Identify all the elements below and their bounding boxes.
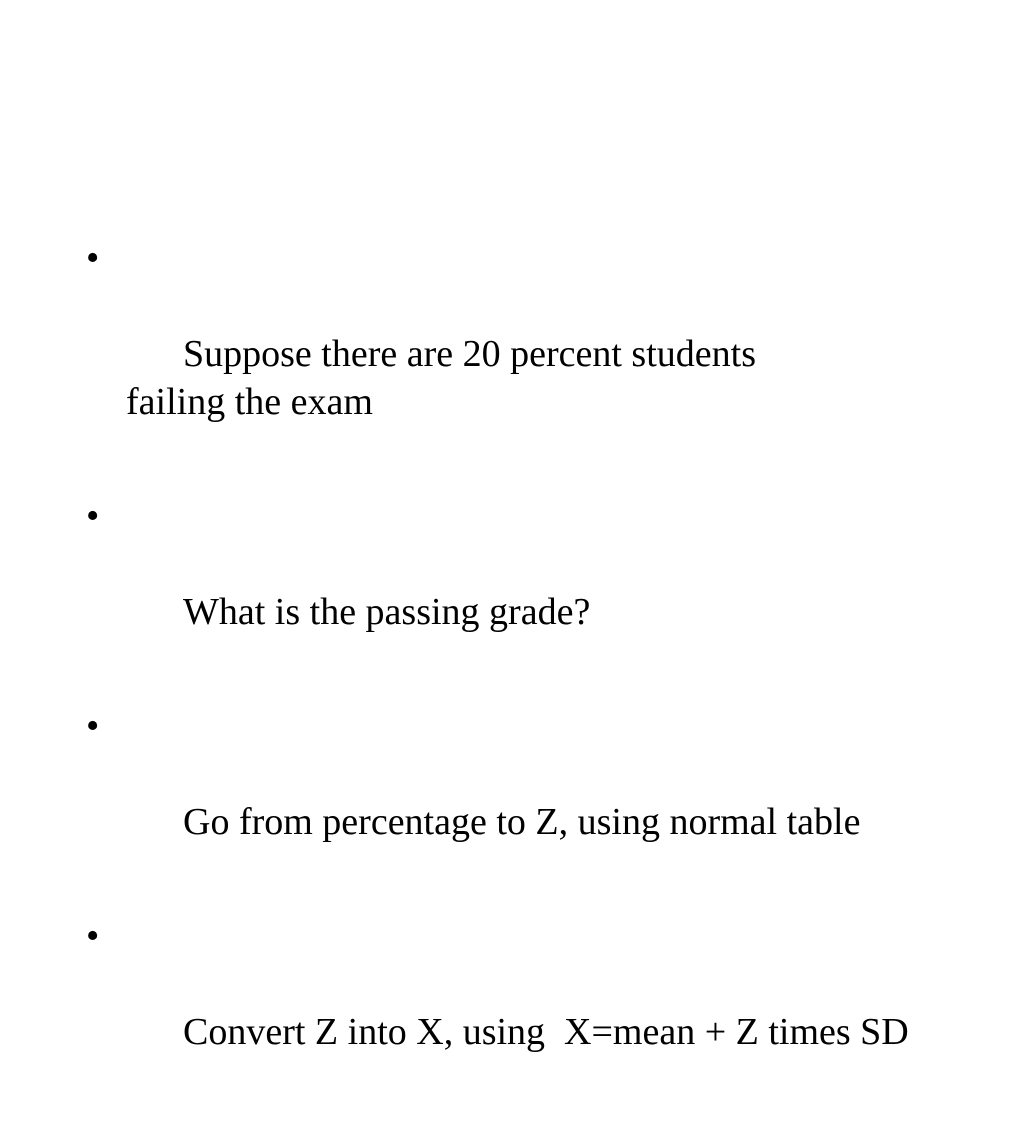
- bullet-item: [86, 912, 946, 1104]
- bullet-list: [86, 234, 946, 1122]
- bullet-dot-icon: •: [86, 495, 100, 537]
- bullet-item: [86, 492, 886, 684]
- bullet-text: Suppose there are 20 percent students failing the exam: [126, 333, 766, 423]
- bullet-text: Go from percentage to Z, using normal table: [183, 801, 861, 843]
- bullet-dot-icon: •: [86, 915, 100, 957]
- bullet-text: What is the passing grade?: [183, 591, 591, 633]
- bullet-item: [86, 702, 886, 894]
- bullet-item: [86, 234, 826, 474]
- bullet-dot-icon: •: [86, 705, 100, 747]
- bullet-dot-icon: •: [86, 237, 100, 279]
- bullet-text: Convert Z into X, using X=mean + Z times SD: [183, 1011, 909, 1053]
